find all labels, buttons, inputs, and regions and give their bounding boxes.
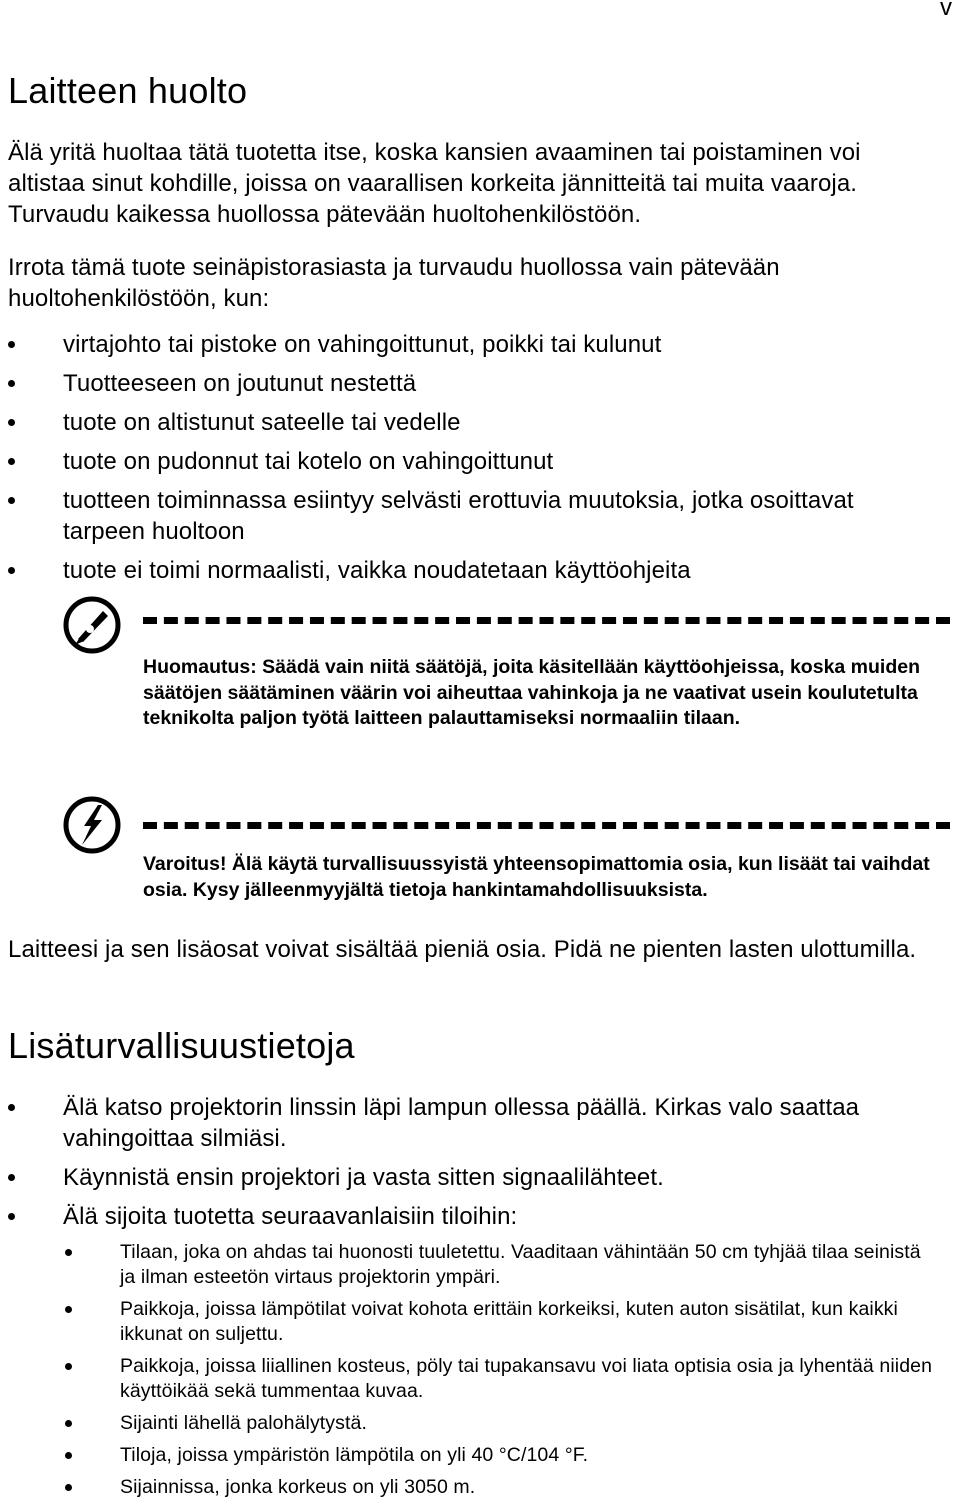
- list-item-text: Älä katso projektorin linssin läpi lampun ollessa päällä. Kirkas valo saattaa vahingoittaa silmiäsi.: [63, 1094, 860, 1152]
- bullet-icon: [65, 1306, 72, 1313]
- list-item-text: Tiloja, joissa ympäristön lämpötila on yli 40 °C/104 °F.: [120, 1444, 589, 1466]
- list-item-text: Sijainti lähellä palohälytystä.: [120, 1412, 367, 1434]
- list-item-text: Tilaan, joka on ahdas tai huonosti tuuletettu. Vaaditaan vähintään 50 cm tyhjää tilaa seinistä ja ilman esteetön virtaus projektorin ympäri.: [120, 1241, 921, 1288]
- list-item-text: tuotteen toiminnassa esiintyy selvästi erottuvia muutoksia, jotka osoittavat tarpeen huoltoon: [63, 487, 854, 545]
- list-item-text: tuote ei toimi normaalisti, vaikka noudatetaan käyttöohjeita: [63, 557, 691, 584]
- bullet-icon: [8, 458, 15, 465]
- warning-text: Varoitus! Älä käytä turvallisuussyistä yhteensopimattomia osia, kun lisäät tai vaihdat osia. Kysy jälleenmyyjältä tietoja hankintamahdollisuuksista.: [143, 853, 930, 901]
- bullet-icon: [65, 1484, 72, 1491]
- note-divider: [143, 617, 950, 624]
- bullet-icon: [65, 1420, 72, 1427]
- safety-list: [0, 1092, 950, 1232]
- unplug-paragraph: Irrota tämä tuote seinäpistorasiasta ja turvaudu huollossa vain pätevään huoltohenkilöstöön, kun:: [8, 254, 780, 312]
- bullet-icon: [8, 419, 15, 426]
- list-item: [0, 368, 950, 399]
- list-item: [0, 407, 950, 438]
- list-item-text: Paikkoja, joissa liiallinen kosteus, pöly tai tupakansavu voi liata optisia osia ja lyhentää niiden käyttöikää sekä tummentaa kuvaa.: [120, 1355, 933, 1402]
- bullet-icon: [65, 1363, 72, 1370]
- unsuitable-locations-list: [0, 1240, 950, 1500]
- bullet-icon: [65, 1452, 72, 1459]
- maintenance-paragraph: Älä yritä huoltaa tätä tuotetta itse, koska kansien avaaminen tai poistaminen voi altistaa sinut kohdille, joissa on vaarallisen korkeita jännitteitä tai muita vaaroja. Turvaudu kaikessa huollossa pätevään huoltohenkilöstöön.: [8, 139, 861, 228]
- list-item-text: tuote on pudonnut tai kotelo on vahingoittunut: [63, 448, 554, 475]
- list-item: [0, 1411, 950, 1436]
- bullet-icon: [8, 497, 15, 504]
- section-heading-maintenance: Laitteen huolto: [8, 70, 248, 111]
- list-item: [0, 1162, 950, 1193]
- list-item: [0, 485, 950, 547]
- list-item: [0, 1475, 950, 1500]
- warning-divider: [143, 822, 950, 829]
- list-item-text: Sijainnissa, jonka korkeus on yli 3050 m.: [120, 1476, 476, 1498]
- list-item-text: Älä sijoita tuotetta seuraavanlaisiin tiloihin:: [63, 1203, 518, 1230]
- list-item: [0, 1354, 950, 1404]
- small-parts-paragraph: Laitteesi ja sen lisäosat voivat sisältää pieniä osia. Pidä ne pienten lasten ulottumilla.: [8, 936, 917, 963]
- list-item: [0, 1297, 950, 1347]
- note-pen-icon: [62, 595, 122, 655]
- lightning-warning-icon: [62, 795, 122, 855]
- list-item: [0, 1092, 950, 1154]
- list-item-text: Paikkoja, joissa lämpötilat voivat kohota erittäin korkeiksi, kuten auton sisätilat, kun kaikki ikkunat on suljettu.: [120, 1298, 898, 1345]
- list-item: [0, 1201, 950, 1232]
- bullet-icon: [8, 1174, 15, 1181]
- bullet-icon: [8, 1104, 15, 1111]
- list-item: [0, 1240, 950, 1290]
- note-text: Huomautus: Säädä vain niitä säätöjä, joita käsitellään käyttöohjeissa, koska muiden säätöjen säätäminen väärin voi aiheuttaa vahinkoja ja ne vaativat usein koulutetulta teknikolta paljon työtä laitteen palauttamiseksi normaaliin tilaan.: [143, 656, 921, 729]
- section-heading-additional-safety: Lisäturvallisuustietoja: [8, 1025, 355, 1066]
- list-item: [0, 555, 950, 586]
- list-item-text: virtajohto tai pistoke on vahingoittunut, poikki tai kulunut: [63, 331, 662, 358]
- bullet-icon: [8, 1213, 15, 1220]
- service-conditions-list: [0, 329, 950, 586]
- list-item-text: Käynnistä ensin projektori ja vasta sitten signaalilähteet.: [63, 1164, 664, 1191]
- page-number: v: [940, 0, 952, 21]
- bullet-icon: [8, 567, 15, 574]
- list-item: [0, 329, 950, 360]
- bullet-icon: [65, 1249, 72, 1256]
- bullet-icon: [8, 341, 15, 348]
- bullet-icon: [8, 380, 15, 387]
- list-item-text: Tuotteeseen on joutunut nestettä: [63, 370, 417, 397]
- list-item: [0, 1443, 950, 1468]
- list-item-text: tuote on altistunut sateelle tai vedelle: [63, 409, 461, 436]
- list-item: [0, 446, 950, 477]
